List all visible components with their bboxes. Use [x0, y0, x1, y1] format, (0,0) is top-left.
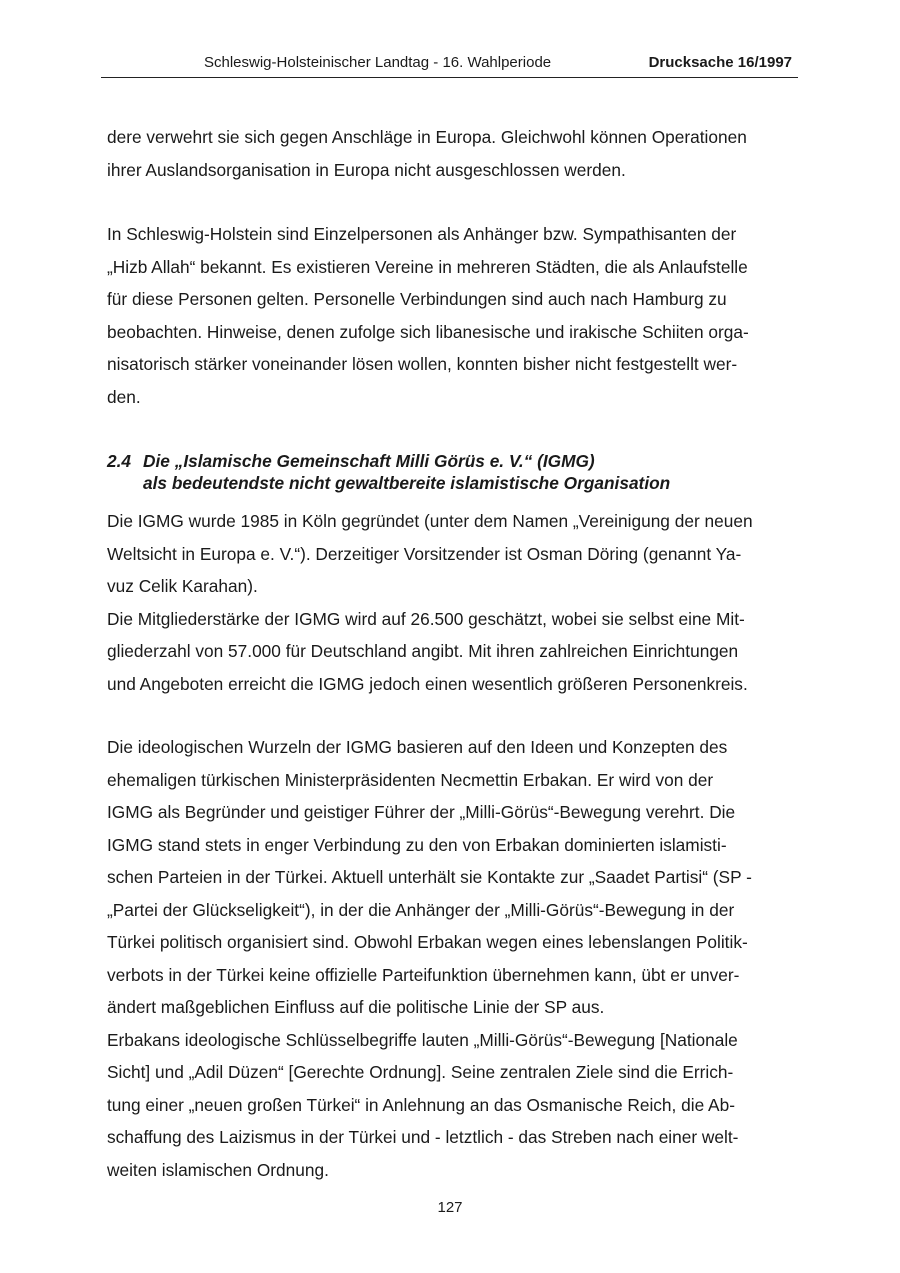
paragraph-line: ehemaligen türkischen Ministerpräsidenten Necmettin Erbakan. Er wird von der — [107, 769, 714, 790]
paragraph-line: beobachten. Hinweise, denen zufolge sich libanesische und irakische Schiiten orga- — [107, 321, 749, 342]
paragraph-1 — [107, 121, 797, 186]
paragraph-line: nisatorisch stärker voneinander lösen wollen, konnten bisher nicht festgestellt wer- — [107, 354, 738, 374]
paragraph-line: dere verwehrt sie sich gegen Anschläge in Europa. Gleichwohl können Operationen — [107, 127, 747, 147]
paragraph-line: tung einer „neuen großen Türkei“ in Anlehnung an das Osmanische Reich, die Ab- — [107, 1094, 735, 1115]
paragraph-line: und Angeboten erreicht die IGMG jedoch einen wesentlich größeren Personenkreis. — [107, 673, 748, 694]
paragraph-line: Weltsicht in Europa e. V.“). Derzeitiger Vorsitzender ist Osman Döring (genannt Ya- — [107, 543, 742, 564]
paragraph-line: ändert maßgeblichen Einfluss auf die politische Linie der SP aus. — [107, 997, 605, 1017]
paragraph-line: gliederzahl von 57.000 für Deutschland angibt. Mit ihren zahlreichen Einrichtungen — [107, 641, 739, 661]
document-number: Drucksache 16/1997 — [648, 54, 792, 71]
paragraph-line: schaffung des Laizismus in der Türkei und - letztlich - das Streben nach einer welt- — [107, 1127, 739, 1147]
header-title: Schleswig-Holsteinischer Landtag - 16. Wahlperiode — [204, 54, 552, 71]
paragraph-line: In Schleswig-Holstein sind Einzelpersonen als Anhänger bzw. Sympathisanten der — [107, 224, 737, 244]
paragraph-line: schen Parteien in der Türkei. Aktuell unterhält sie Kontakte zur „Saadet Partisi“ (SP - — [107, 867, 752, 887]
paragraph-line: IGMG stand stets in enger Verbindung zu den von Erbakan dominierten islamisti- — [107, 834, 727, 855]
section-number: 2.4 — [107, 451, 132, 471]
page-header — [101, 52, 798, 78]
paragraph-3 — [107, 505, 797, 700]
paragraph-4 — [107, 731, 797, 1186]
paragraph-line: Die IGMG wurde 1985 in Köln gegründet (unter dem Namen „Vereinigung der neuen — [107, 511, 753, 531]
paragraph-line: „Hizb Allah“ bekannt. Es existieren Vereine in mehreren Städten, die als Anlaufstelle — [107, 256, 748, 277]
paragraph-line: Die ideologischen Wurzeln der IGMG basieren auf den Ideen und Konzepten des — [107, 737, 728, 757]
paragraph-2 — [107, 218, 797, 413]
paragraph-line: weiten islamischen Ordnung. — [107, 1159, 329, 1180]
section-title-line-1: Die „Islamische Gemeinschaft Milli Görüs e. V.“ (IGMG) — [143, 451, 595, 471]
section-heading — [107, 450, 797, 494]
paragraph-line: Die Mitgliederstärke der IGMG wird auf 26.500 geschätzt, wobei sie selbst eine Mit- — [107, 608, 745, 629]
section-title-line-2: als bedeutendste nicht gewaltbereite islamistische Organisation — [143, 473, 671, 493]
page-number: 127 — [437, 1199, 463, 1216]
paragraph-line: IGMG als Begründer und geistiger Führer der „Milli-Görüs“-Bewegung verehrt. Die — [107, 802, 736, 822]
paragraph-line: Sicht] und „Adil Düzen“ [Gerechte Ordnung]. Seine zentralen Ziele sind die Errich- — [107, 1062, 734, 1082]
paragraph-line: den. — [107, 386, 141, 407]
paragraph-line: „Partei der Glückseligkeit“), in der die Anhänger der „Milli-Görüs“-Bewegung in der — [107, 899, 735, 920]
paragraph-line: Erbakans ideologische Schlüsselbegriffe lauten „Milli-Görüs“-Bewegung [Nationale — [107, 1029, 738, 1050]
paragraph-line: für diese Personen gelten. Personelle Verbindungen sind auch nach Hamburg zu — [107, 289, 727, 309]
paragraph-line: Türkei politisch organisiert sind. Obwohl Erbakan wegen eines lebenslangen Politik- — [107, 932, 748, 952]
paragraph-line: ihrer Auslandsorganisation in Europa nicht ausgeschlossen werden. — [107, 159, 626, 180]
paragraph-line: verbots in der Türkei keine offizielle Parteifunktion übernehmen kann, übt er unver- — [107, 964, 740, 985]
paragraph-line: vuz Celik Karahan). — [107, 576, 258, 596]
